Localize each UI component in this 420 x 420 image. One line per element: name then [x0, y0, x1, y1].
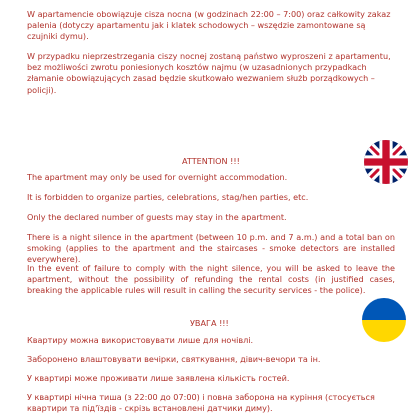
polish-paragraph-consequences: W przypadku nieprzestrzegania ciszy nocnej zostaną państwo wyproszeni z apartamentu, bez możliwości zwrotu poniesionych kosztów najmu (w uzasadnionych przypadkach złamanie obowiązujących zasad będzie skutkowało wezwaniem służb porządkowych – policji). — [27, 51, 391, 95]
english-paragraph-night-silence: There is a night silence in the apartment (between 10 p.m. and 7 a.m.) and a total ban on smoking (applies to the apartment and the staircases - smoke detectors are installed everywhere). — [27, 232, 395, 265]
polish-paragraph-night-silence: W apartamencie obowiązuje cisza nocna (w godzinach 22:00 – 7:00) oraz całkowity zakaz palenia (dotyczy apartamentu jak i klatek schodowych – wszędzie zamontowane są czujniki dymu). — [27, 9, 391, 42]
english-paragraph-parties: It is forbidden to organize parties, celebrations, stag/hen parties, etc. — [27, 192, 309, 202]
ukrainian-paragraph-guests: У квартирі може проживати лише заявлена кількість гостей. — [27, 373, 290, 383]
ukrainian-paragraph-overnight: Квартиру можна використовувати лише для ночівлі. — [27, 335, 254, 345]
ukrainian-paragraph-night-silence: У квартирі нічна тиша (з 22:00 до 07:00) і повна заборона на куріння (стосується квартири та під'їздів - скрізь встановлені датчики диму). — [27, 392, 375, 414]
english-paragraph-overnight: The apartment may only be used for overnight accommodation. — [27, 172, 288, 182]
english-paragraph-consequences: In the event of failure to comply with the night silence, you will be asked to leave the apartment, without the possibility of refunding the rental costs (in justified cases, breaking the applicable rules will result in calling the security services - the police). — [27, 263, 395, 296]
english-heading: ATTENTION !!! — [182, 156, 240, 166]
ukrainian-paragraph-parties: Заборонено влаштовувати вечірки, святкування, дівич-вечори та ін. — [27, 354, 321, 364]
english-paragraph-guests: Only the declared number of guests may stay in the apartment. — [27, 212, 287, 222]
ukrainian-heading: УВАГА !!! — [190, 318, 229, 328]
